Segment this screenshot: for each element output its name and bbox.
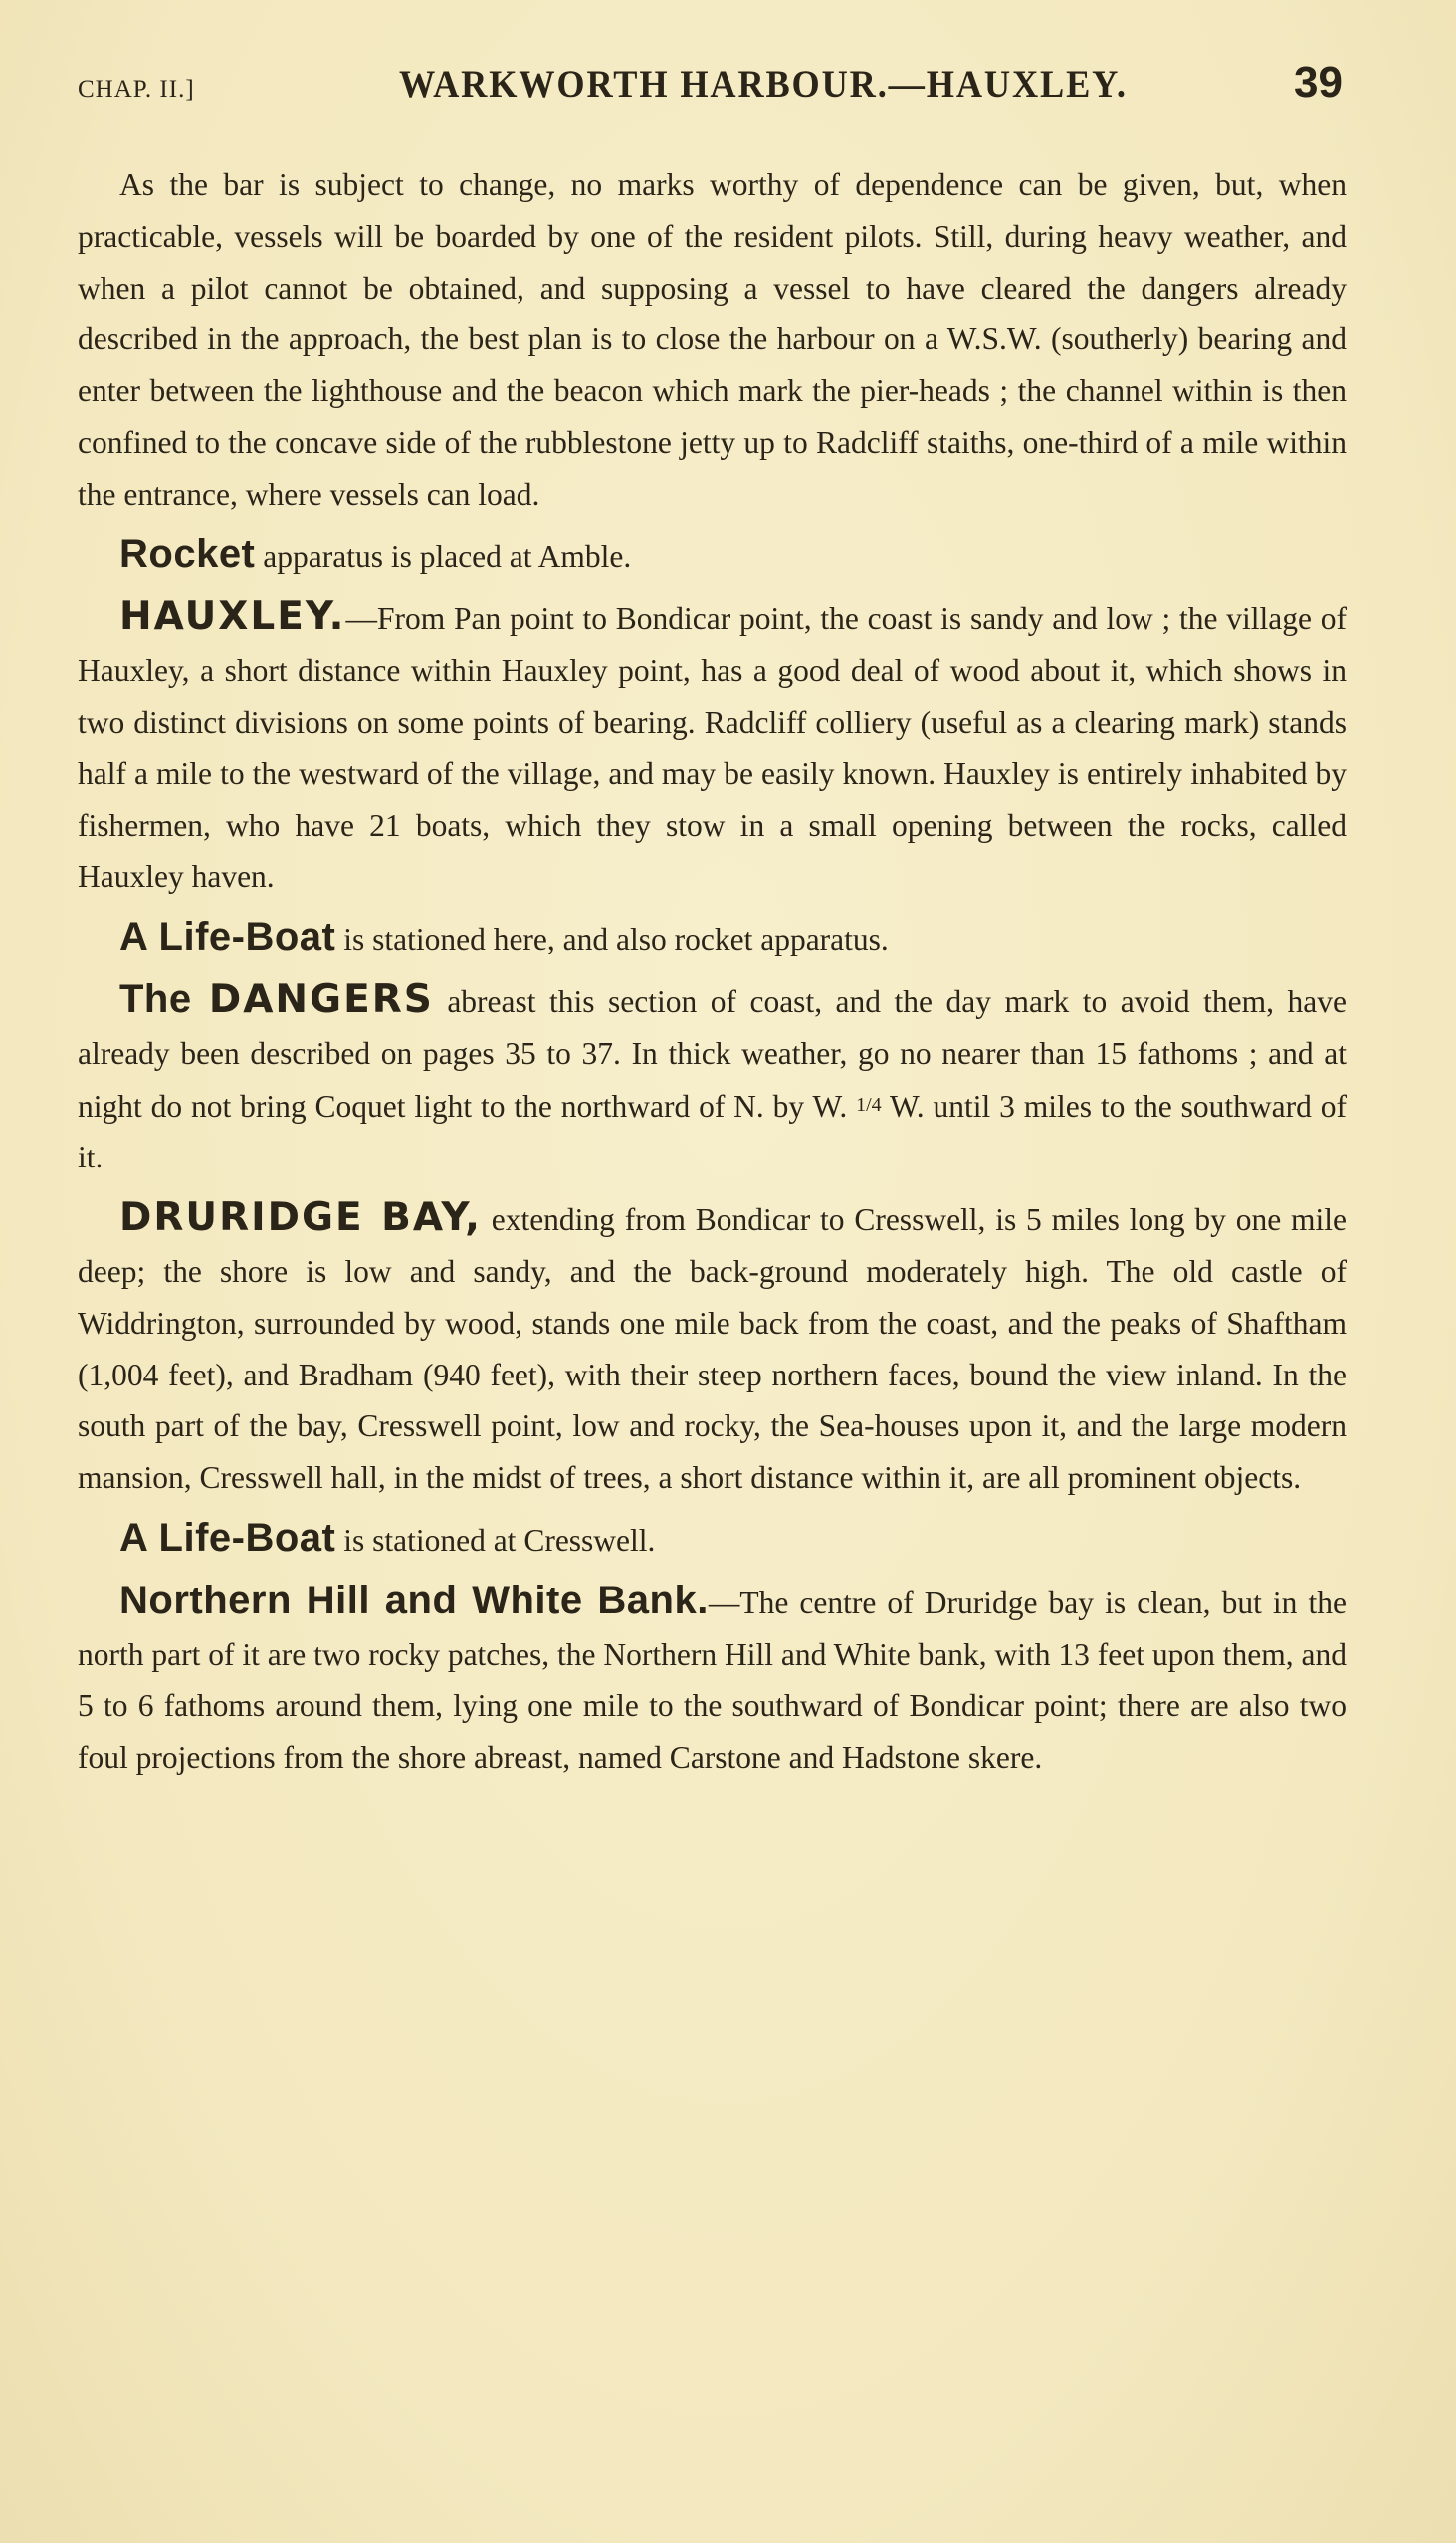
section-heading-druridge-bay: DRURIDGE BAY, xyxy=(119,1195,482,1241)
paragraph-druridge xyxy=(78,1192,1347,1504)
body-text xyxy=(78,159,1347,1793)
paragraph-rocket xyxy=(78,530,1347,583)
section-heading-northern-hill: Northern Hill and White Bank. xyxy=(119,1578,709,1622)
paragraph-text: W. until 3 miles to the southward of it. xyxy=(78,1088,1347,1175)
paragraph-text: —From Pan point to Bondicar point, the coast is sandy and low ; the village of Hauxley, a short distance within Hauxley point, has a good deal of wood about it, which shows in two distinct divisions on some points of bearing. Radcliff colliery (useful as a clearing mark) stands half a mile to the westward of the village, and may be easily known. Hauxley is entirely inhabited by fishermen, who have 21 boats, which they stow in a small opening between the rocks, called Hauxley haven. xyxy=(78,601,1347,895)
paragraph-text: is stationed here, and also rocket apparatus. xyxy=(335,922,889,957)
paragraph-dangers xyxy=(78,974,1347,1183)
paragraph-lifeboat-hauxley xyxy=(78,912,1347,965)
paragraph-lifeboat-cresswell xyxy=(78,1513,1347,1567)
paragraph-text: —The centre of Druridge bay is clean, but in the north part of it are two rocky patches, the Northern Hill and White bank, with 13 feet upon them, and 5 to 6 fathoms around them, lying one mile to the southward of Bondicar point; there are also two foul projections from the shore abreast, named Carstone and Hadstone skere. xyxy=(78,1585,1348,1776)
section-heading-lifeboat: A Life-Boat xyxy=(119,1515,336,1560)
running-header xyxy=(78,58,1352,121)
section-heading-lifeboat: A Life-Boat xyxy=(119,915,336,959)
page-number: 39 xyxy=(1294,58,1343,106)
paragraph-text: is stationed at Cresswell. xyxy=(335,1522,656,1558)
section-heading-hauxley: HAUXLEY. xyxy=(119,594,346,640)
paragraph-text: apparatus is placed at Amble. xyxy=(255,538,632,574)
paragraph-hauxley xyxy=(78,591,1347,903)
paragraph-bar xyxy=(78,159,1347,521)
fraction-quarter: 1/4 xyxy=(856,1093,882,1116)
section-heading-rocket: Rocket xyxy=(119,531,256,576)
paragraph-text: As the bar is subject to change, no marks worthy of dependence can be given, but, when practicable, vessels will be boarded by one of the resident pilots. Still, during heavy weather, and when a pilot cannot be obtained, and supposing a vessel to have cleared the dangers already described in the approach, the best plan is to close the harbour on a W.S.W. (southerly) bearing and enter between the lighthouse and the beacon which mark the pier-heads ; the channel within is then confined to the concave side of the rubblestone jetty up to Radcliff staiths, one-third of a mile within the entrance, where vessels can load. xyxy=(78,167,1347,512)
running-title: WARKWORTH HARBOUR.—HAUXLEY. xyxy=(399,63,1128,106)
paragraph-northern-hill xyxy=(78,1576,1347,1784)
section-heading-dangers: DANGERS xyxy=(208,976,434,1022)
paragraph-text: extending from Bondicar to Cresswell, is 5 miles long by one mile deep; the shore is low and sandy, and the back-ground moderately high. The old castle of Widdrington, surrounded by wood, stands one mile back from the coast, and the peaks of Shaftham (1,004 feet), and Bradham (940 feet), with their steep northern faces, bound the view inland. In the south part of the bay, Cresswell point, low and rocky, the Sea-houses upon it, and the large modern mansion, Cresswell hall, in the midst of trees, a short distance within it, are all prominent objects. xyxy=(78,1202,1347,1496)
chapter-label: CHAP. II.] xyxy=(78,76,195,103)
paragraph-text: abreast this section of coast, and the day mark to avoid them, have already been described on pages 35 to 37. In thick weather, go no nearer than 15 fathoms ; and at night do not bring Coquet light to the northward of N. by W. xyxy=(78,983,1347,1124)
section-heading-the: The xyxy=(119,976,209,1021)
